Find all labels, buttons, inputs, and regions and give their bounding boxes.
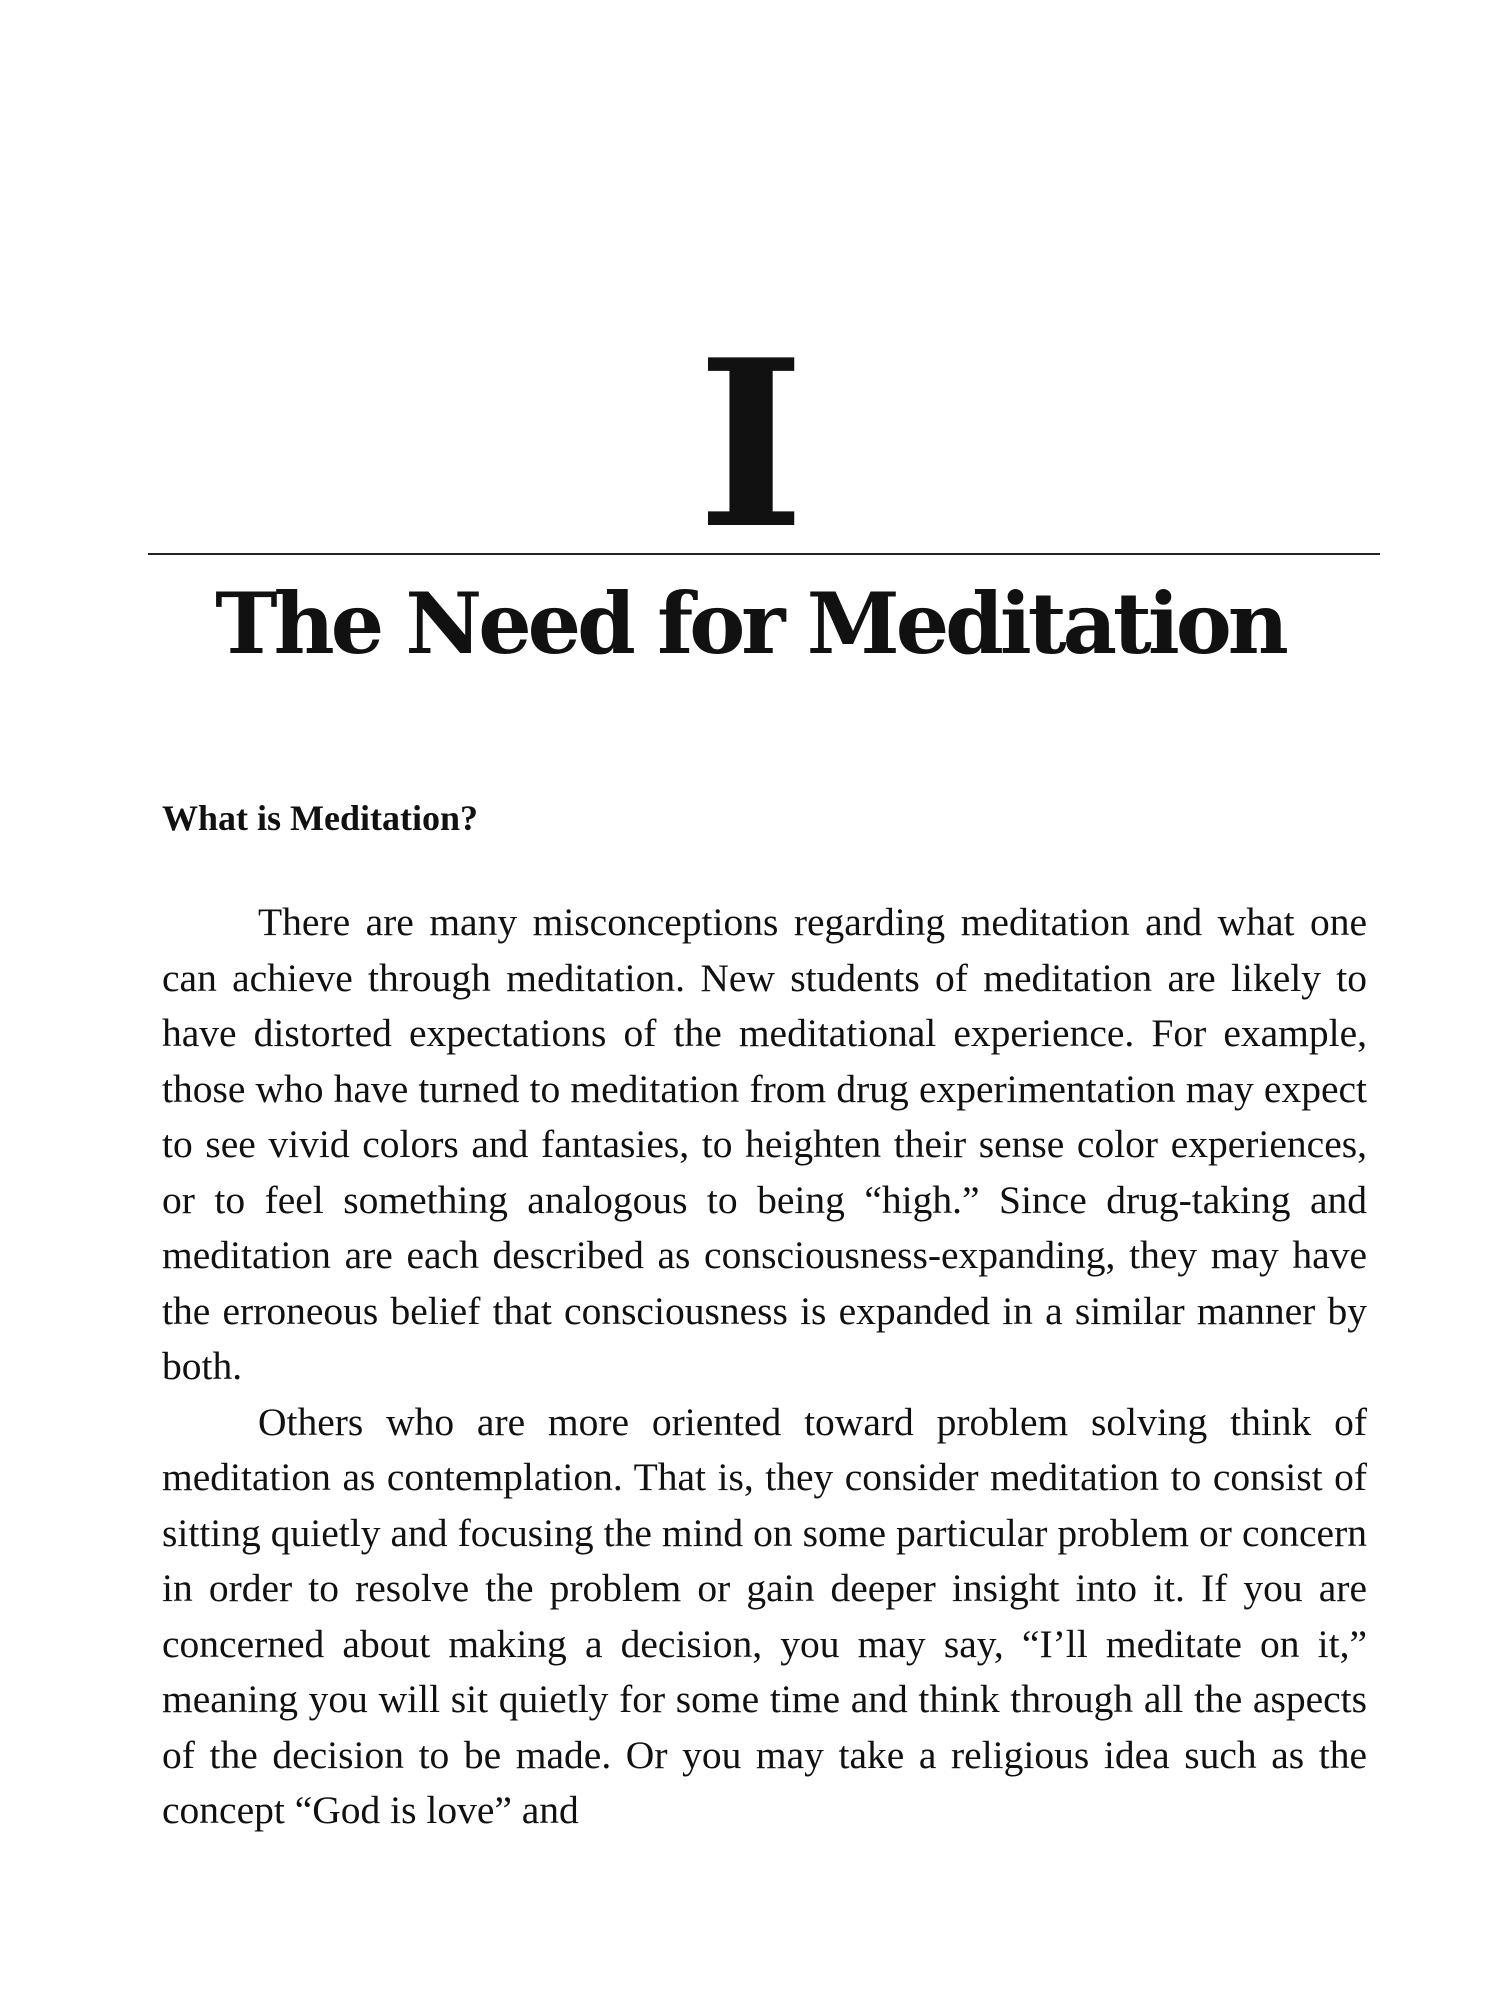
paragraph: There are many misconceptions regarding meditation and what one can achieve through meditation. New students of meditation are likely to have distorted expectations of the meditational experience. For example, those who have turned to meditation from drug experimentation may expect to see vivid colors and fantasies, to heighten their sense color experiences, or to feel something analogous to being “high.” Since drug-taking and meditation are each described as consciousness-expanding, they may have the erroneous belief that consciousness is expanded in a similar manner by both.	[162, 900, 1367, 1388]
chapter-number: I	[697, 310, 803, 580]
chapter-title: The Need for Meditation	[215, 574, 1285, 673]
body-text	[162, 895, 1367, 1839]
paragraph: Others who are more oriented toward problem solving think of meditation as contemplation. That is, they consider meditation to consist of sitting quietly and focusing the mind on some particular problem or concern in order to resolve the problem or gain deeper insight into it. If you are concerned about making a decision, you may say, “I’ll meditate on it,” meaning you will sit quietly for some time and think through all the aspects of the decision to be made. Or you may take a religious idea such as the concept “God is love” and	[162, 1399, 1367, 1832]
section-heading: What is Meditation?	[162, 798, 479, 838]
chapter-divider	[148, 553, 1380, 555]
